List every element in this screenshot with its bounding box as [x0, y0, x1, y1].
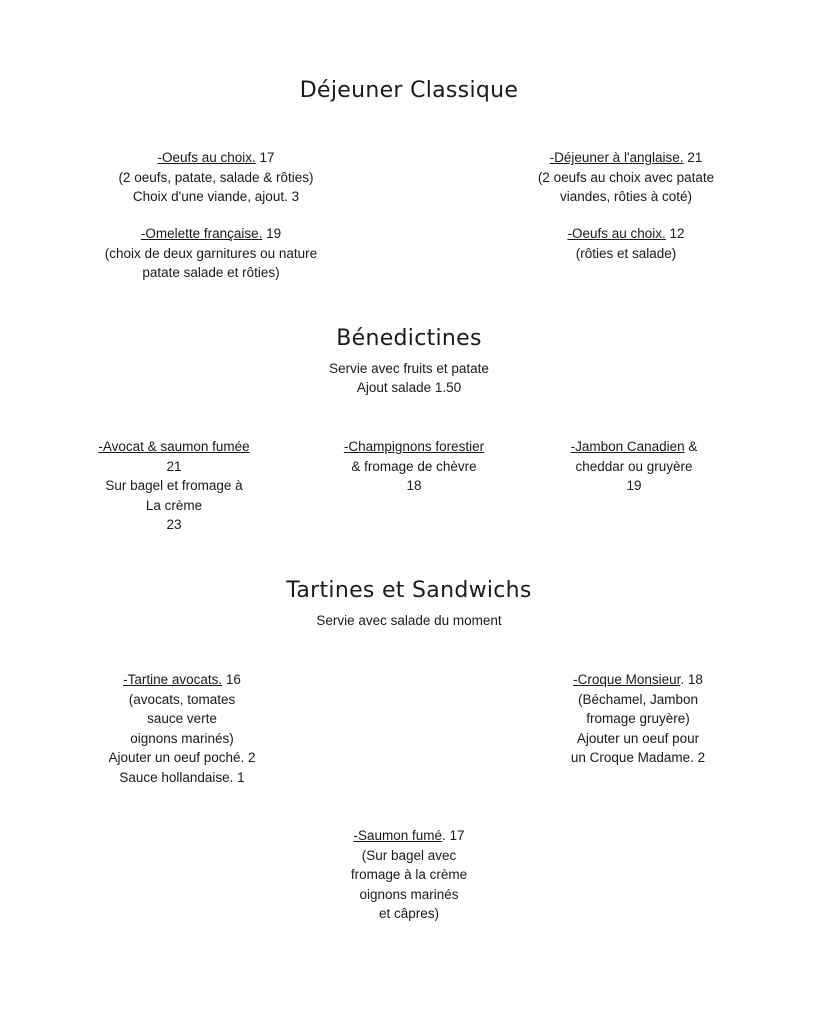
menu-item-avocat-saumon [74, 437, 274, 535]
item-description: (Béchamel, Jambon [577, 691, 699, 707]
item-name: -Croque Monsieur [573, 672, 681, 687]
item-name: -Champignons forestier [343, 439, 485, 454]
item-extra: Ajouter un oeuf pour [576, 730, 700, 746]
item-name: -Tartine avocats. [123, 672, 223, 687]
menu-item-oeufs-au-choix-2 [506, 224, 746, 263]
item-name: -Jambon Canadien [570, 439, 685, 454]
item-description: et câpres) [378, 906, 440, 921]
item-name-suffix: & [684, 439, 698, 454]
item-description: oignons marinés) [130, 730, 234, 746]
item-description: sauce verte [147, 711, 217, 726]
item-description: (2 oeufs au choix avec patate [537, 169, 715, 185]
item-description: viandes, rôties à coté) [559, 189, 693, 204]
item-extra: Ajouter un oeuf poché. 2 [108, 750, 256, 765]
item-description: (Sur bagel avec [361, 847, 457, 863]
item-name: -Omelette française. [140, 226, 263, 241]
item-description: (2 oeufs, patate, salade & rôties) [118, 169, 314, 185]
item-price: 19 [262, 226, 282, 241]
item-price: 21 [166, 458, 182, 474]
item-description: fromage à la crème [350, 867, 468, 882]
item-description: (avocats, tomates [128, 691, 236, 707]
item-description: oignons marinés [359, 886, 459, 902]
item-name: -Oeufs au choix. [567, 226, 666, 241]
item-price: . 18 [680, 672, 703, 687]
item-name: -Déjeuner à l'anglaise. [549, 150, 684, 165]
item-price: 16 [222, 672, 241, 687]
item-description: & fromage de chèvre [351, 458, 477, 474]
item-name: -Oeufs au choix. [157, 150, 256, 165]
item-price: 17 [255, 150, 275, 165]
item-description: (rôties et salade) [575, 245, 677, 261]
section-subtitle: Servie avec salade du moment [316, 613, 502, 628]
item-description: (choix de deux garnitures ou nature [104, 245, 318, 261]
menu-item-croque-monsieur [538, 670, 738, 768]
item-name: -Saumon fumé [353, 828, 442, 843]
section-title-tartines-sandwichs: Tartines et Sandwichs [286, 578, 532, 603]
item-description: cheddar ou gruyère [575, 458, 693, 474]
menu-item-dejeuner-anglaise [506, 148, 746, 207]
menu-item-champignons-forestier [314, 437, 514, 496]
section-title-benedictines: Bénedictines [336, 326, 482, 351]
item-description: patate salade et rôties) [142, 265, 280, 280]
section-subtitle: Servie avec fruits et patate Ajout salade 1.50 [329, 361, 489, 395]
section-title-dejeuner-classique: Déjeuner Classique [299, 78, 519, 103]
item-price: . 17 [442, 828, 465, 843]
item-price: 21 [683, 150, 703, 165]
item-extra: Sauce hollandaise. 1 [119, 769, 245, 785]
item-description: Sur bagel et fromage à [105, 478, 243, 493]
item-price: 12 [665, 226, 685, 241]
item-price: 18 [406, 478, 422, 493]
menu-item-oeufs-au-choix [96, 148, 336, 207]
menu-item-saumon-fume [309, 826, 509, 924]
item-description: fromage gruyère) [586, 711, 690, 726]
menu-item-tartine-avocats [82, 670, 282, 787]
menu-item-jambon-canadien [534, 437, 734, 496]
menu-item-omelette-francaise [86, 224, 336, 283]
item-name: -Avocat & saumon fumée [98, 439, 250, 454]
item-price: 23 [166, 517, 182, 532]
item-description: La crème [145, 497, 203, 513]
item-extra: Choix d'une viande, ajout. 3 [132, 189, 300, 204]
item-price: 19 [626, 478, 642, 493]
item-extra: un Croque Madame. 2 [570, 750, 706, 765]
